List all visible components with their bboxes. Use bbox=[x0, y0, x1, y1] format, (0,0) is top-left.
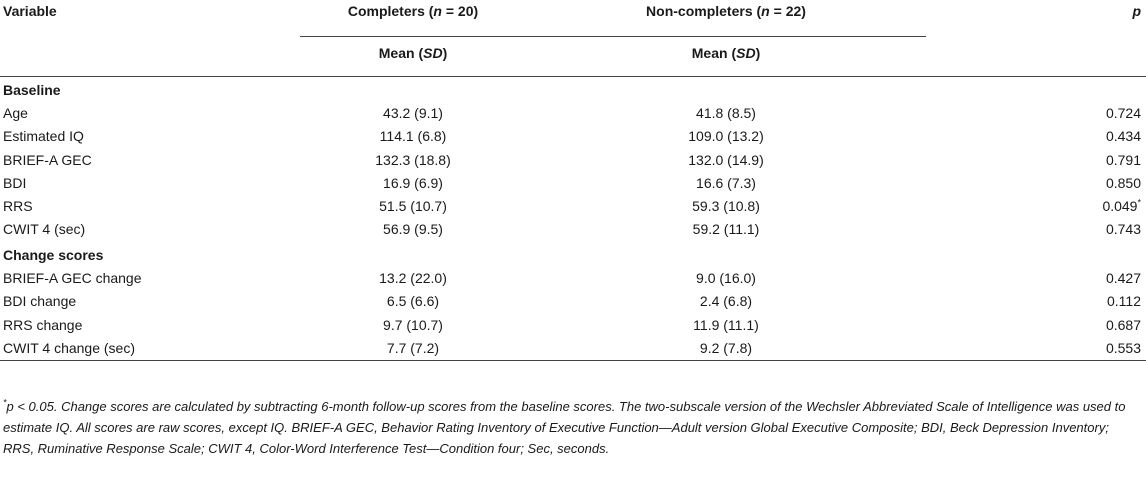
header-blank-p bbox=[926, 36, 1146, 76]
table-row bbox=[0, 218, 1146, 241]
cell-p-value: 0.791 bbox=[1105, 151, 1141, 168]
table-row bbox=[0, 195, 1146, 218]
cell-variable: BRIEF-A GEC bbox=[3, 151, 92, 168]
cell-completers: 132.3 (18.8) bbox=[375, 151, 451, 168]
cell-p-value: 0.850 bbox=[1105, 174, 1141, 191]
header-p-label: p bbox=[1132, 3, 1141, 19]
cell-p-value: 0.724 bbox=[1105, 104, 1141, 121]
cell-p bbox=[926, 125, 1146, 148]
cell-noncompleters: 2.4 (6.8) bbox=[699, 293, 753, 310]
header-completers-prefix: Completers ( bbox=[347, 3, 434, 19]
table-row bbox=[0, 125, 1146, 148]
header-noncompleters-sd: SD bbox=[736, 44, 756, 61]
cell-variable: Age bbox=[3, 104, 28, 121]
cell-variable: RRS bbox=[3, 198, 33, 215]
section-title-change-scores: Change scores bbox=[3, 246, 104, 263]
cell-noncompleters: 59.3 (10.8) bbox=[692, 198, 760, 215]
header-blank-variable bbox=[0, 36, 300, 76]
cell-p-value: 0.743 bbox=[1105, 221, 1141, 238]
header-completers-mean: Mean ( bbox=[378, 44, 424, 61]
section-title-baseline: Baseline bbox=[3, 81, 61, 98]
cell-p bbox=[926, 267, 1146, 290]
cell-p bbox=[926, 218, 1146, 241]
footnote-marker: * bbox=[3, 397, 7, 408]
cell-completers: 43.2 (9.1) bbox=[383, 104, 443, 121]
cell-completers: 56.9 (9.5) bbox=[383, 221, 443, 238]
header-row-2 bbox=[0, 36, 1146, 76]
cell-completers: 9.7 (10.7) bbox=[383, 316, 443, 333]
cell-completers: 51.5 (10.7) bbox=[379, 198, 447, 215]
cell-p-value: 0.687 bbox=[1105, 316, 1141, 333]
header-noncompleters-prefix: Non-completers ( bbox=[646, 3, 762, 19]
table-row bbox=[0, 172, 1146, 195]
cell-noncompleters: 9.2 (7.8) bbox=[526, 337, 926, 361]
cell-p bbox=[926, 172, 1146, 195]
cell-p bbox=[926, 337, 1146, 361]
header-noncompleters-mean: Mean ( bbox=[691, 44, 737, 61]
header-noncompleters-n: n bbox=[761, 3, 770, 19]
cell-noncompleters: 109.0 (13.2) bbox=[688, 128, 764, 145]
table-row bbox=[0, 267, 1146, 290]
cell-p bbox=[926, 313, 1146, 336]
cell-variable: BDI bbox=[3, 174, 27, 191]
cell-p-value: 0.112 bbox=[1107, 293, 1141, 310]
header-p bbox=[926, 0, 1146, 36]
cell-completers: 6.5 (6.6) bbox=[386, 293, 440, 310]
cell-p bbox=[926, 195, 1146, 218]
header-completers-sd: SD bbox=[423, 44, 443, 61]
section-row-change-scores bbox=[0, 242, 1146, 267]
cell-p-value: 0.553 bbox=[1105, 339, 1141, 356]
cell-completers: 13.2 (22.0) bbox=[379, 270, 447, 287]
table-row bbox=[0, 290, 1146, 313]
table-row bbox=[0, 337, 1146, 361]
cell-variable: BRIEF-A GEC change bbox=[3, 270, 142, 287]
section-row-baseline bbox=[0, 76, 1146, 102]
cell-variable: RRS change bbox=[3, 316, 83, 333]
cell-p bbox=[926, 290, 1146, 313]
header-completers-suffix: = 20) bbox=[441, 3, 479, 19]
cell-variable: CWIT 4 change (sec) bbox=[0, 337, 300, 361]
header-row-1 bbox=[0, 0, 1146, 36]
cell-p-value: 0.049 bbox=[1102, 198, 1138, 215]
header-noncompleters-mean-sd bbox=[526, 36, 926, 76]
cell-noncompleters: 9.0 (16.0) bbox=[696, 270, 756, 287]
cell-p bbox=[926, 148, 1146, 171]
cell-p-value: 0.427 bbox=[1105, 270, 1141, 287]
table-row bbox=[0, 148, 1146, 171]
cell-variable: BDI change bbox=[3, 293, 77, 310]
cell-noncompleters: 59.2 (11.1) bbox=[692, 221, 760, 238]
header-noncompleters-close: ) bbox=[755, 44, 761, 61]
cell-p bbox=[926, 102, 1146, 125]
table-row bbox=[0, 313, 1146, 336]
cell-p-flag: * bbox=[1137, 197, 1141, 208]
cell-noncompleters: 11.9 (11.1) bbox=[693, 316, 759, 333]
table-row bbox=[0, 102, 1146, 125]
cell-noncompleters: 41.8 (8.5) bbox=[696, 104, 756, 121]
cell-variable: Estimated IQ bbox=[3, 128, 84, 145]
cell-p-value: 0.434 bbox=[1105, 128, 1141, 145]
header-noncompleters-suffix: = 22) bbox=[769, 3, 806, 19]
header-completers-n: n bbox=[433, 3, 442, 19]
header-completers bbox=[300, 0, 526, 36]
header-completers-close: ) bbox=[442, 44, 448, 61]
table-footnote bbox=[3, 396, 1141, 459]
header-completers-mean-sd bbox=[300, 36, 526, 76]
cell-noncompleters: 16.6 (7.3) bbox=[696, 174, 756, 191]
footnote-text: p < 0.05. Change scores are calculated by subtracting 6-month follow-up scores from the baseline scores. The two-subscale version of the Wechsler Abbreviated Scale of Intelligence was used to estimate IQ. All scores are raw scores, except IQ. BRIEF-A GEC, Behavior Rating Inventory of Executive Function—Adult version Global Executive Composite; BDI, Beck Depression Inventory; RRS, Ruminative Response Scale; CWIT 4, Color-Word Interference Test—Condition four; Sec, seconds. bbox=[3, 399, 1126, 456]
cell-noncompleters: 132.0 (14.9) bbox=[688, 151, 764, 168]
cell-completers: 7.7 (7.2) bbox=[300, 337, 526, 361]
header-noncompleters bbox=[526, 0, 926, 36]
cell-completers: 16.9 (6.9) bbox=[383, 174, 443, 191]
cell-completers: 114.1 (6.8) bbox=[379, 128, 447, 145]
header-variable: Variable bbox=[3, 3, 57, 19]
cell-variable: CWIT 4 (sec) bbox=[3, 221, 86, 238]
